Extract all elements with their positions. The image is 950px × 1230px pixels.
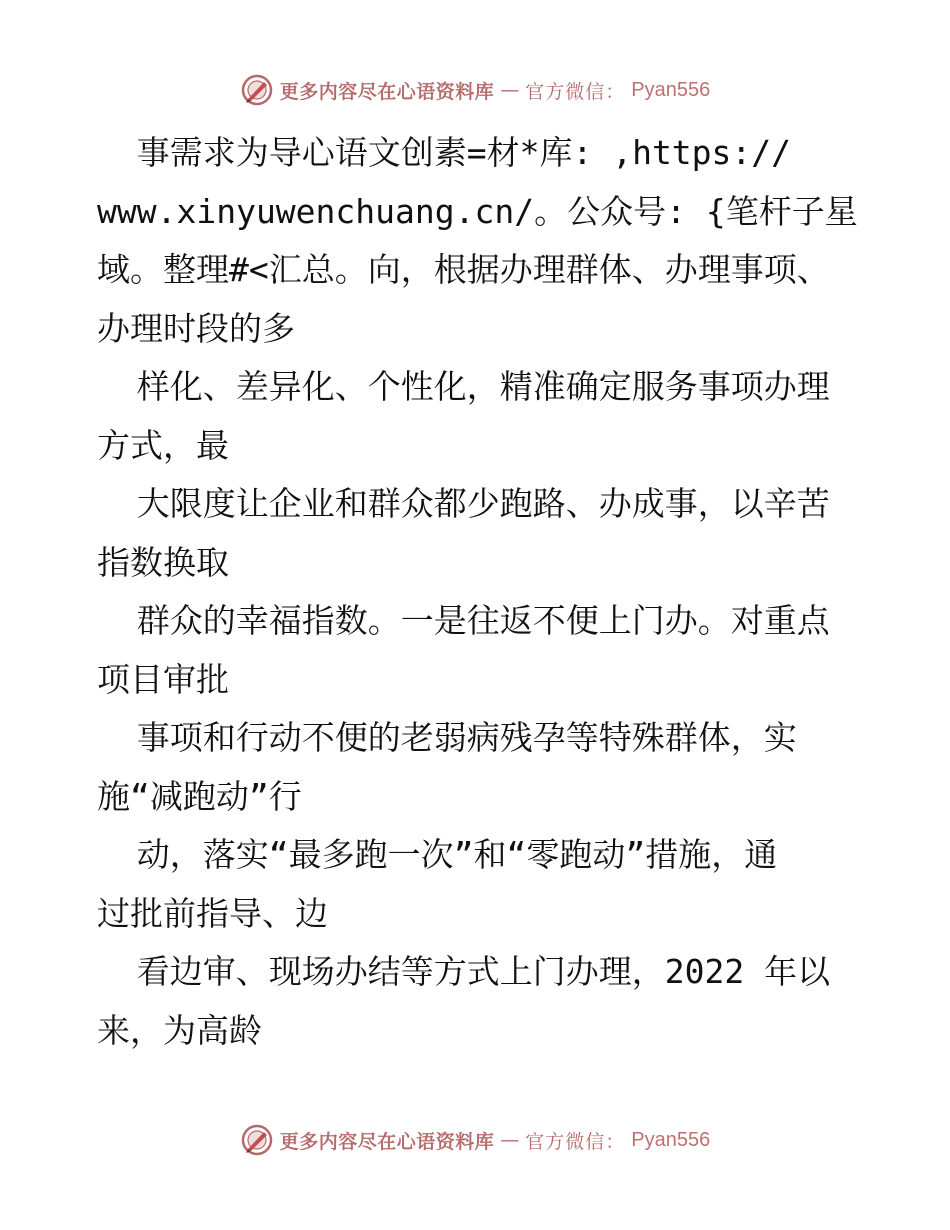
text-line: www.xinyuwenchuang.cn/。公众号: {笔杆子星 [97,191,858,231]
banner-dash: — [500,79,520,101]
body-text [97,124,857,1060]
wechat-id: Pyan556 [631,78,711,101]
text-line: 看边审、现场办结等方式上门办理，2022 年以 [97,952,831,991]
footer-banner [0,1120,950,1160]
text-line: 来，为高龄 [97,1010,262,1050]
text-line: 域。整理#<汇总。向，根据办理群体、办理事项、 [97,250,830,289]
text-line: 项目审批 [97,659,229,699]
text-line: 过批前指导、边 [97,893,328,933]
header-banner [0,70,950,110]
text-line: 办理时段的多 [97,308,295,348]
wechat-label: 官方微信： [525,1130,626,1153]
text-line: 施“减跑动”行 [97,776,302,816]
wechat-label: 官方微信： [525,80,626,103]
site-name-text: 更多内容尽在心语资料库 [279,1130,495,1153]
site-name-text: 更多内容尽在心语资料库 [279,80,495,103]
text-line: 方式，最 [97,425,229,465]
text-line: 群众的幸福指数。一是往返不便上门办。对重点 [97,601,830,640]
pen-logo-icon [240,1123,274,1157]
text-line: 事需求为导心语文创素=材*库: ,https:// [97,133,792,172]
wechat-id: Pyan556 [631,1128,711,1151]
text-line: 指数换取 [97,542,229,582]
banner-dash: — [500,1129,520,1151]
pen-logo-icon [240,73,274,107]
text-line: 动，落实“最多跑一次”和“零跑动”措施，通 [97,835,778,874]
text-line: 大限度让企业和群众都少跑路、办成事，以辛苦 [97,484,830,523]
text-line: 样化、差异化、个性化，精准确定服务事项办理 [97,367,830,406]
text-line: 事项和行动不便的老弱病残孕等特殊群体，实 [97,718,797,757]
